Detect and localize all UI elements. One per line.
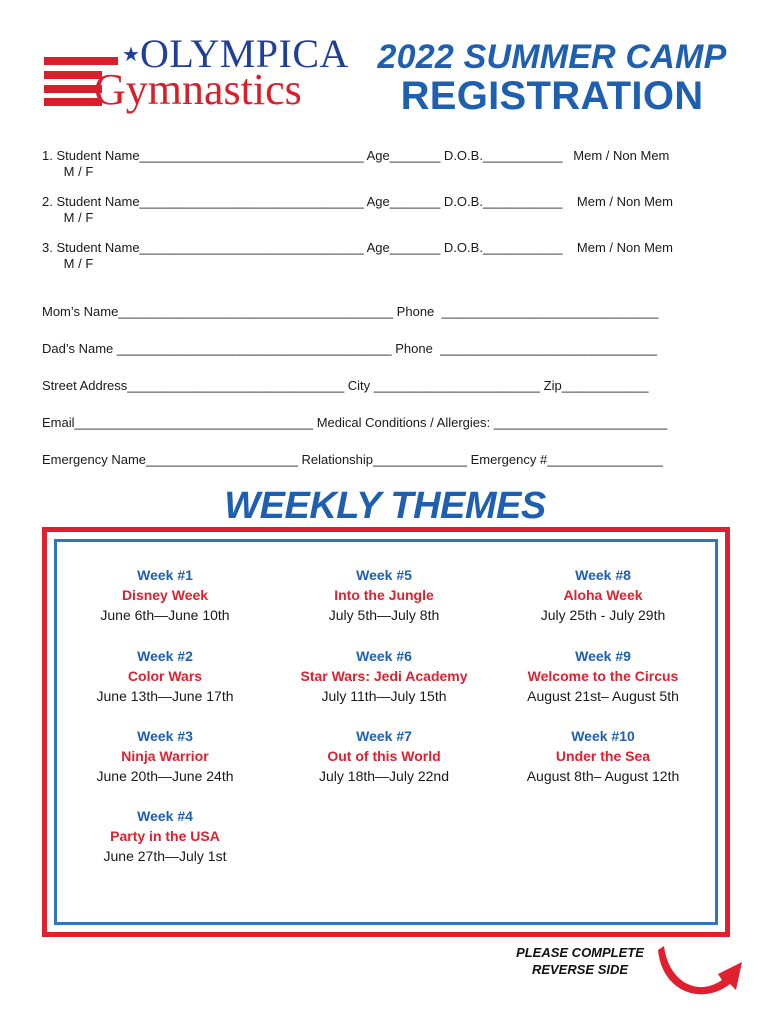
weekly-themes-heading: WEEKLY THEMES: [224, 485, 546, 527]
week-theme: Into the Jungle: [334, 587, 434, 603]
week-card: [55, 806, 275, 866]
reverse-line-2: REVERSE SIDE: [531, 962, 629, 977]
week-dates: August 21st– August 5th: [527, 688, 679, 704]
week-card: [274, 646, 494, 706]
logo-stripe: [44, 57, 118, 65]
week-theme: Star Wars: Jedi Academy: [300, 668, 468, 684]
week-number: Week #2: [137, 648, 193, 664]
week-dates: July 18th—July 22nd: [319, 768, 449, 784]
olympica-logo: [44, 31, 364, 114]
moms-name-line[interactable]: Mom’s Name______________________________________ Phone ______________________________: [42, 304, 659, 319]
title-line-2: REGISTRATION: [400, 74, 704, 118]
week-theme: Color Wars: [127, 668, 203, 684]
student-2-line[interactable]: 2. Student Name_______________________________ Age_______ D.O.B.___________ Mem / Non Mem: [42, 194, 673, 209]
email-medical-line[interactable]: Email_________________________________ Medical Conditions / Allergies: ________________________: [42, 415, 668, 430]
student-1-line[interactable]: 1. Student Name_______________________________ Age_______ D.O.B.___________ Mem / Non Mem: [42, 148, 670, 163]
address-line[interactable]: Street Address______________________________ City _______________________ Zip____________: [42, 378, 649, 393]
week-theme: Disney Week: [121, 587, 209, 603]
week-card: [274, 726, 494, 786]
week-number: Week #1: [137, 567, 193, 583]
week-card: [493, 726, 713, 786]
week-theme: Ninja Warrior: [121, 748, 209, 764]
logo-brand-top: OLYMPICA: [140, 31, 349, 76]
week-card: [493, 646, 713, 706]
reverse-side-note: [500, 944, 660, 978]
week-card: [493, 565, 713, 625]
week-number: Week #7: [356, 728, 412, 744]
week-card: [55, 726, 275, 786]
week-theme: Welcome to the Circus: [527, 668, 679, 684]
week-number: Week #4: [137, 808, 193, 824]
week-dates: August 8th– August 12th: [526, 768, 680, 784]
logo-brand-bottom: Gymnastics: [94, 65, 302, 114]
week-card: [55, 646, 275, 706]
week-theme: Party in the USA: [110, 828, 220, 844]
title-line-1: 2022 SUMMER CAMP: [377, 38, 727, 76]
week-dates: June 27th—July 1st: [103, 848, 227, 864]
student-3-gender[interactable]: M / F: [42, 256, 94, 271]
week-number: Week #9: [575, 648, 631, 664]
week-theme: Out of this World: [327, 748, 441, 764]
week-dates: June 20th—June 24th: [96, 768, 234, 784]
week-theme: Aloha Week: [563, 587, 643, 603]
week-theme: Under the Sea: [555, 748, 651, 764]
emergency-line[interactable]: Emergency Name_____________________ Relationship_____________ Emergency #________________: [42, 452, 663, 467]
week-card: [55, 565, 275, 625]
week-number: Week #6: [356, 648, 412, 664]
week-number: Week #10: [571, 728, 635, 744]
student-3-line[interactable]: 3. Student Name_______________________________ Age_______ D.O.B.___________ Mem / Non Mem: [42, 240, 673, 255]
week-dates: June 6th—June 10th: [100, 607, 230, 623]
star-icon: ★: [122, 42, 140, 66]
student-2-gender[interactable]: M / F: [42, 210, 94, 225]
week-dates: July 25th - July 29th: [540, 607, 666, 623]
reverse-line-1: PLEASE COMPLETE: [516, 945, 644, 960]
week-dates: June 13th—June 17th: [96, 688, 234, 704]
week-number: Week #3: [137, 728, 193, 744]
dads-name-line[interactable]: Dad’s Name ______________________________________ Phone ______________________________: [42, 341, 657, 356]
week-number: Week #5: [356, 567, 412, 583]
student-1-gender[interactable]: M / F: [42, 164, 94, 179]
week-dates: July 11th—July 15th: [321, 688, 447, 704]
page-title: [372, 40, 732, 116]
week-number: Week #8: [575, 567, 631, 583]
week-card: [274, 565, 494, 625]
curved-arrow-icon: [656, 940, 752, 1000]
week-dates: July 5th—July 8th: [328, 607, 440, 623]
